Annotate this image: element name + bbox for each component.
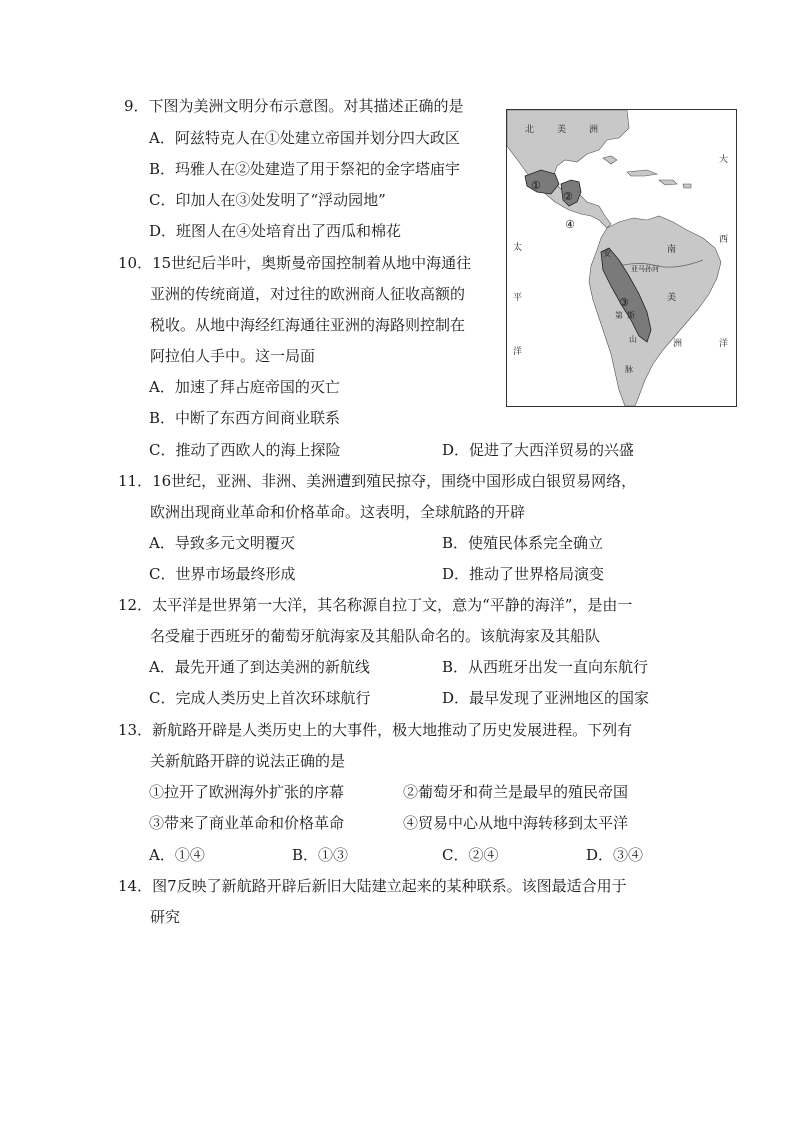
marker-3: ③ [619, 296, 629, 309]
q12-option-d: D．最早发现了亚洲地区的国家 [442, 689, 650, 707]
q9-number: 9． [124, 97, 149, 115]
label-pacific-2: 平 [513, 293, 523, 303]
marker-2: ② [563, 190, 573, 203]
label-south-america-2: 美 [667, 293, 677, 303]
q10-stem-line-1 [118, 253, 471, 273]
q14-stem-line-2: 研究 [150, 908, 181, 926]
q12-stem-line-1 [118, 595, 632, 615]
q13-statement-3: ③带来了商业革命和价格革命 [149, 814, 345, 832]
q9-stem [124, 96, 464, 116]
q11-option-d: D．推动了世界格局演变 [442, 565, 605, 583]
label-north-america-1: 北 [525, 125, 535, 135]
q12-option-a: A．最先开通了到达美洲的新航线 [149, 658, 370, 676]
q10-option-d: D．促进了大西洋贸易的兴盛 [442, 441, 635, 459]
label-south-america-1: 南 [667, 245, 677, 255]
q11-number: 11． [118, 472, 153, 490]
q9-option-d: D．班图人在④处培育出了西瓜和棉花 [149, 222, 402, 240]
label-andes-5: 脉 [625, 365, 633, 374]
q13-stem-text-1: 新航路开辟是人类历史上的大事件，极大地推动了历史发展进程。下列有 [152, 721, 633, 739]
label-andes-2: 第 [615, 311, 623, 320]
q12-stem-line-2: 名受雇于西班牙的葡萄牙航海家及其船队命名的。该航海家及其船队 [150, 627, 601, 645]
q11-option-b: B．使殖民体系完全确立 [442, 534, 604, 552]
q10-stem-line-2: 亚洲的传统商道，对过往的欧洲商人征收高额的 [150, 285, 466, 303]
q10-stem-text-1: 15世纪后半叶，奥斯曼帝国控制着从地中海通往 [152, 254, 472, 272]
q13-statement-4: ④贸易中心从地中海转移到太平洋 [403, 814, 629, 832]
label-atlantic-1: 大 [719, 155, 729, 165]
q9-option-a: A．阿兹特克人在①处建立帝国并划分四大政区 [149, 129, 460, 147]
label-south-america-3: 洲 [673, 339, 683, 349]
q13-stem-line-2: 关新航路开辟的说法正确的是 [150, 752, 346, 770]
q13-number: 13． [118, 721, 153, 739]
q13-option-a: A．①④ [149, 846, 205, 864]
label-north-america-3: 洲 [589, 125, 599, 135]
q10-option-a: A．加速了拜占庭帝国的灭亡 [149, 378, 340, 396]
q11-stem-line-2: 欧洲出现商业革命和价格革命。这表明，全球航路的开辟 [150, 503, 526, 521]
south-america-land [589, 216, 721, 406]
marker-1: ① [531, 179, 541, 192]
q9-stem-line-1: 下图为美洲文明分布示意图。对其描述正确的是 [148, 97, 464, 115]
label-pacific-3: 洋 [513, 347, 523, 357]
marker-4: ④ [565, 218, 575, 231]
q10-option-b: B．中断了东西方间商业联系 [149, 409, 341, 427]
label-atlantic-2: 西 [719, 235, 729, 245]
q10-stem-line-3: 税收。从地中海经红海通往亚洲的海路则控制在 [150, 316, 466, 334]
q10-stem-line-4: 阿拉伯人手中。这一局面 [150, 347, 316, 365]
q12-option-c: C．完成人类历史上首次环球航行 [149, 689, 371, 707]
americas-civilization-map [506, 109, 737, 407]
q12-number: 12． [118, 596, 153, 614]
q13-statement-1: ①拉开了欧洲海外扩张的序幕 [149, 783, 345, 801]
q14-stem-text-1: 图7反映了新航路开辟后新旧大陆建立起来的某种联系。该图最适合用于 [152, 877, 627, 895]
q13-statement-2: ②葡萄牙和荷兰是最早的殖民帝国 [403, 783, 629, 801]
label-pacific-1: 太 [513, 243, 523, 253]
label-north-america-2: 美 [557, 125, 567, 135]
caribbean-islands [603, 156, 691, 188]
q13-option-d: D．③④ [586, 846, 644, 864]
q10-option-c: C．推动了西欧人的海上探险 [149, 441, 341, 459]
label-atlantic-3: 洋 [719, 339, 729, 349]
label-andes-3: 斯 [627, 311, 635, 320]
q11-option-a: A．导致多元文明覆灭 [149, 534, 295, 552]
q11-stem-text-1: 16世纪，亚洲、非洲、美洲遭到殖民掠夺，围绕中国形成白银贸易网络， [152, 472, 637, 490]
q11-stem-line-1 [118, 471, 636, 491]
q12-stem-text-1: 太平洋是世界第一大洋，其名称源自拉丁文，意为“平静的海洋”，是由一 [152, 596, 633, 614]
map-svg [507, 110, 736, 406]
label-andes-4: 山 [629, 335, 637, 344]
q14-number: 14． [118, 877, 153, 895]
q13-stem-line-1 [118, 720, 632, 740]
q10-number: 10． [118, 254, 153, 272]
q9-option-c: C．印加人在③处发明了“浮动园地” [149, 191, 386, 209]
q14-stem-line-1 [118, 876, 627, 896]
q13-option-c: C．②④ [442, 846, 499, 864]
q13-option-b: B．①③ [292, 846, 349, 864]
q9-option-b: B．玛雅人在②处建造了用于祭祀的金字塔庙宇 [149, 160, 461, 178]
label-andes-1: 安 [603, 249, 611, 258]
label-amazon: 亚马孙河 [631, 265, 659, 273]
q12-option-b: B．从西班牙出发一直向东航行 [442, 658, 649, 676]
q11-option-c: C．世界市场最终形成 [149, 565, 296, 583]
